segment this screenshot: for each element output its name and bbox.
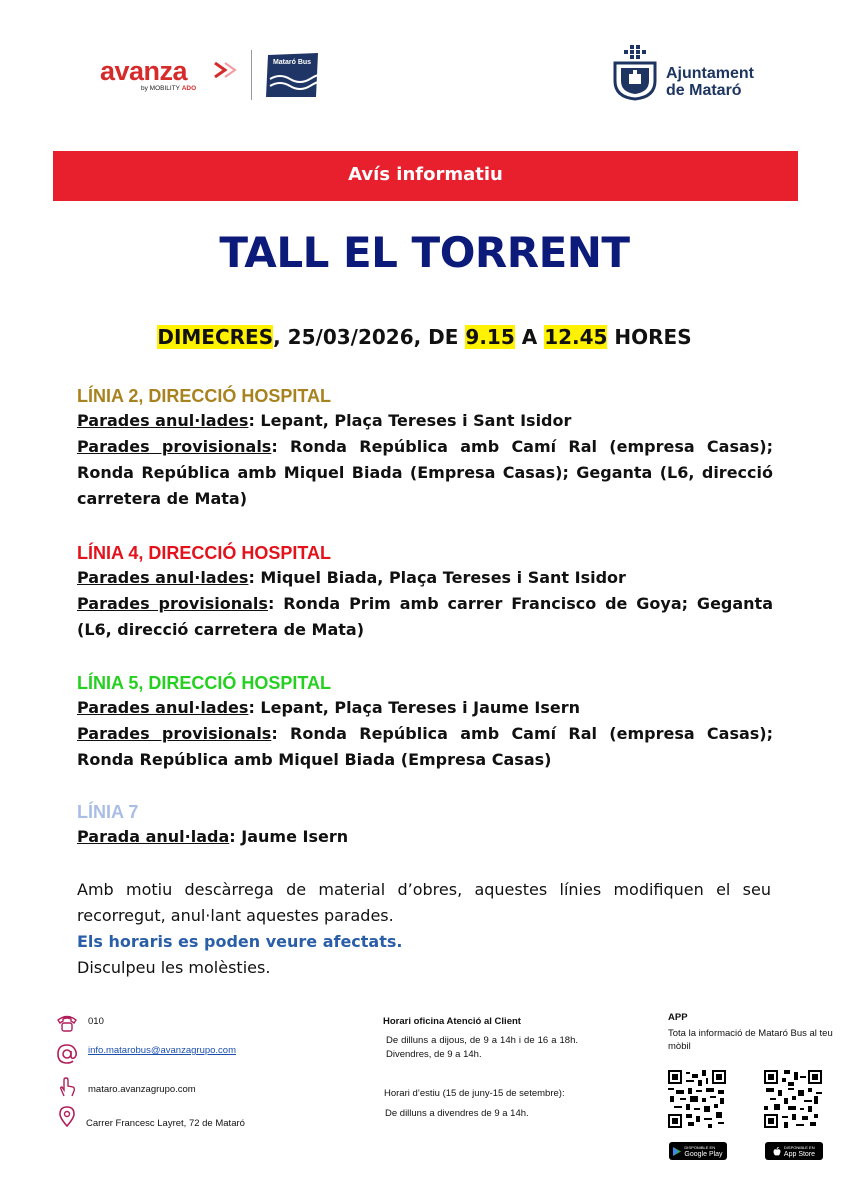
- line-7-heading: LÍNIA 7: [77, 802, 139, 822]
- google-play-qr-code: [668, 1070, 726, 1128]
- line-7-section: [77, 800, 773, 850]
- apple-icon: [773, 1147, 781, 1156]
- logo-divider: [251, 50, 252, 100]
- page-title: TALL EL TORRENT: [219, 228, 630, 277]
- svg-text:Mataró Bus: Mataró Bus: [272, 59, 312, 66]
- address: Carrer Francesc Layret, 72 de Mataró: [86, 1118, 245, 1129]
- app-store-qr-code: [764, 1070, 822, 1128]
- notice-apology: Disculpeu les molèsties.: [77, 958, 271, 977]
- line-7-cancelled: Parada anul·lada: Jaume Isern: [77, 827, 349, 846]
- line-4-cancelled: Parades anul·lades: Miquel Biada, Plaça Tereses i Sant Isidor: [77, 568, 626, 587]
- summer-hours-text: De dilluns a divendres de 9 a 14h.: [385, 1108, 529, 1119]
- avanza-logo-text: avanza: [100, 56, 188, 86]
- line-2-section: [77, 384, 773, 512]
- line-2-provisional: Parades provisionals: Ronda República amb Camí Ral (empresa Casas); Ronda República amb Miquel Biada (Empresa Casas); Geganta (L6, direcció carretera de Mata): [77, 437, 774, 508]
- app-title: APP: [668, 1012, 688, 1023]
- office-hours-text: De dilluns a dijous, de 9 a 14h i de 16 a 18h. Divendres, de 9 a 14h.: [386, 1035, 578, 1060]
- line-2-cancelled: Parades anul·lades: Lepant, Plaça Tereses i Sant Isidor: [77, 411, 572, 430]
- notice-reason: Amb motiu descàrrega de material d’obres, aquestes línies modifiquen el seu recorregut, anul·lant aquestes parades.: [77, 880, 771, 925]
- touch-icon: [56, 1076, 78, 1098]
- line-4-heading: LÍNIA 4, DIRECCIÓ HOSPITAL: [77, 543, 332, 563]
- google-play-badge[interactable]: DISPONIBLE EN Google Play: [669, 1142, 727, 1160]
- avanza-chevron-icon: [214, 62, 238, 78]
- banner-title: Avís informatiu: [348, 164, 503, 185]
- email-link[interactable]: info.matarobus@avanzagrupo.com: [88, 1045, 237, 1056]
- line-5-heading: LÍNIA 5, DIRECCIÓ HOSPITAL: [77, 673, 332, 693]
- date-day: DIMECRES: [157, 325, 274, 349]
- notice-schedules: Els horaris es poden veure afectats.: [77, 932, 403, 951]
- line-2-heading: LÍNIA 2, DIRECCIÓ HOSPITAL: [77, 386, 332, 406]
- ajuntament-logo-text: Ajuntament de Mataró: [666, 65, 754, 99]
- line-5-cancelled: Parades anul·lades: Lepant, Plaça Tereses i Jaume Isern: [77, 698, 580, 717]
- notice-body: [77, 877, 771, 981]
- website-link[interactable]: mataro.avanzagrupo.com: [88, 1084, 196, 1095]
- date-line: DIMECRES, 25/03/2026, DE 9.15 A 12.45 HORES: [157, 325, 692, 349]
- at-icon: [56, 1043, 78, 1065]
- mataro-bus-logo: [264, 51, 320, 99]
- line-5-section: [77, 671, 773, 773]
- summer-hours-title: Horari d’estiu (15 de juny-15 de setembre):: [384, 1088, 565, 1099]
- google-play-icon: [673, 1147, 681, 1156]
- phone-icon: [56, 1012, 78, 1034]
- end-time: 12.45: [544, 325, 608, 349]
- line-4-section: [77, 541, 773, 643]
- line-5-provisional: Parades provisionals: Ronda República amb Camí Ral (empresa Casas); Ronda República amb Miquel Biada (Empresa Casas): [77, 724, 774, 769]
- office-hours-title: Horari oficina Atenció al Client: [383, 1016, 521, 1027]
- app-text: Tota la informació de Mataró Bus al teu mòbil: [668, 1028, 833, 1052]
- ajuntament-shield-icon: [612, 43, 658, 101]
- avanza-sub-logo: by MOBILITY ADO: [141, 85, 197, 92]
- app-store-badge[interactable]: DISPONIBLE EN App Store: [765, 1142, 823, 1160]
- start-time: 9.15: [465, 325, 515, 349]
- location-pin-icon: [56, 1105, 78, 1127]
- phone-number: 010: [88, 1016, 104, 1027]
- line-4-provisional: Parades provisionals: Ronda Prim amb carrer Francisco de Goya; Geganta (L6, direcció carretera de Mata): [77, 594, 774, 639]
- notice-banner: [53, 151, 798, 201]
